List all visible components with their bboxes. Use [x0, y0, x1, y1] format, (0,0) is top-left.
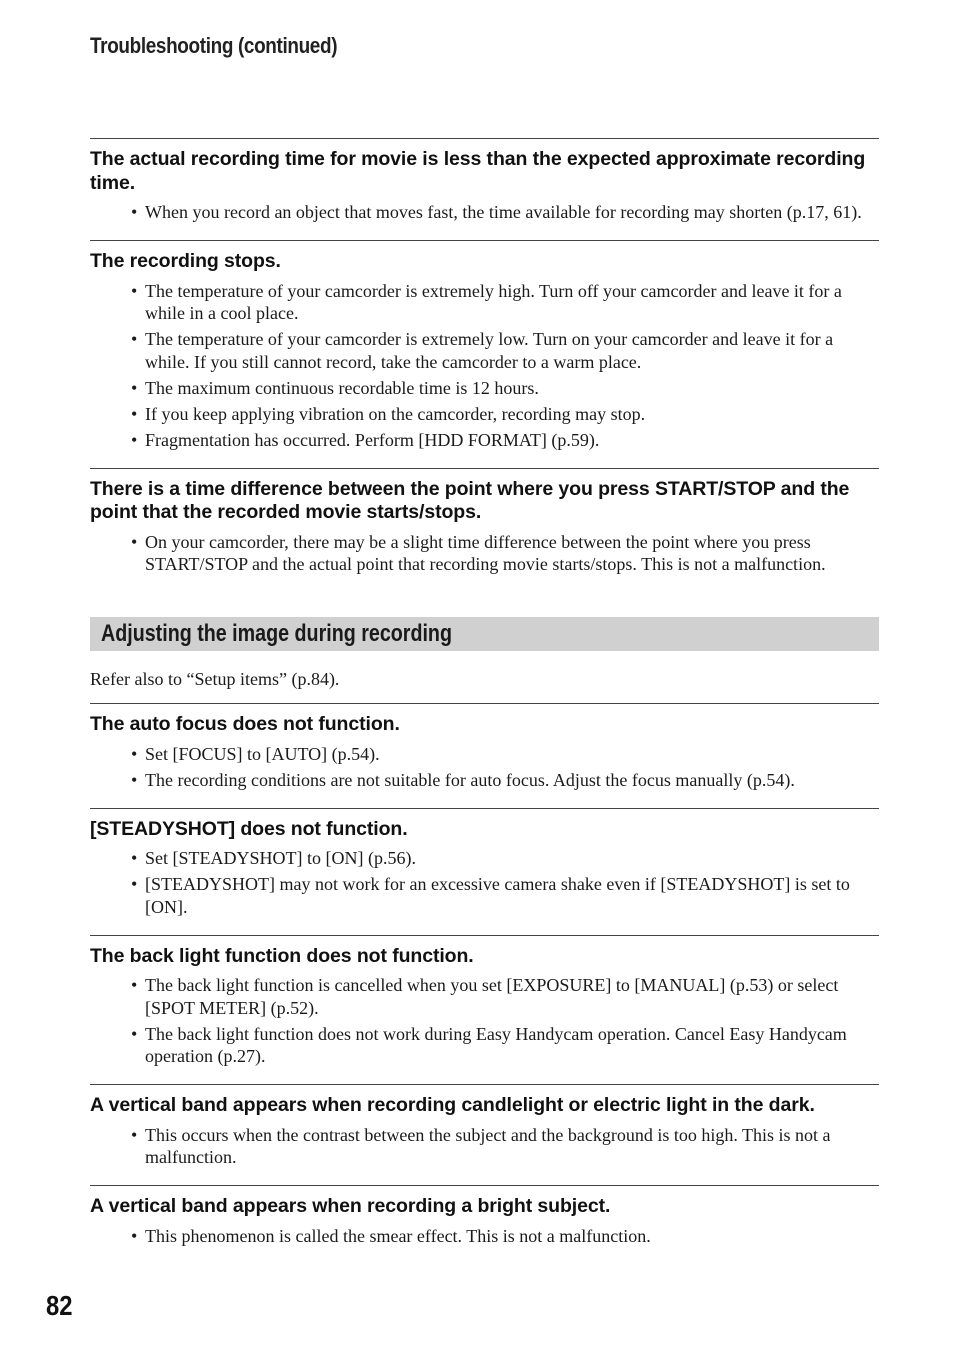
- section-intro: Refer also to “Setup items” (p.84).: [90, 669, 340, 689]
- troubleshooting-entry: [90, 1084, 879, 1185]
- solution-item: • Set [STEADYSHOT] to [ON] (p.56).: [145, 847, 879, 870]
- symptom-heading: A vertical band appears when recording candlelight or electric light in the dark.: [90, 1094, 815, 1116]
- solution-list: [90, 743, 879, 792]
- troubleshooting-entry: [90, 1185, 879, 1264]
- symptom-heading: The auto focus does not function.: [90, 713, 400, 735]
- symptom-heading: The recording stops.: [90, 250, 281, 272]
- solution-item: • When you record an object that moves fast, the time available for recording may shorten (p.17, 61).: [145, 201, 879, 224]
- symptom-heading: A vertical band appears when recording a bright subject.: [90, 1195, 611, 1217]
- troubleshooting-entry: [90, 240, 879, 468]
- symptom-heading: There is a time difference between the point where you press START/STOP and the point that the recorded movie starts/stops.: [90, 477, 850, 523]
- running-header: Troubleshooting (continued): [90, 33, 338, 58]
- solution-item: • This occurs when the contrast between the subject and the background is too high. This is not a malfunction.: [145, 1124, 879, 1169]
- solution-list: [90, 1225, 879, 1248]
- troubleshooting-entry: [90, 808, 879, 935]
- symptom-heading: [STEADYSHOT] does not function.: [90, 817, 408, 840]
- solution-item: • The recording conditions are not suitable for auto focus. Adjust the focus manually (p.54).: [145, 769, 879, 792]
- solution-item: • The back light function does not work during Easy Handycam operation. Cancel Easy Handycam operation (p.27).: [145, 1023, 879, 1068]
- solution-list: [90, 974, 879, 1068]
- page-number: 82: [46, 1290, 73, 1321]
- section-heading-bar: [90, 617, 879, 651]
- solution-list: [90, 201, 879, 224]
- troubleshooting-entry: [90, 935, 879, 1085]
- troubleshooting-entry: [90, 703, 879, 808]
- troubleshooting-image-list: [90, 703, 879, 1264]
- solution-item: • Fragmentation has occurred. Perform [HDD FORMAT] (p.59).: [145, 429, 879, 452]
- troubleshooting-recording-list: [90, 138, 879, 592]
- solution-item: • The back light function is cancelled when you set [EXPOSURE] to [MANUAL] (p.53) or select [SPOT METER] (p.52).: [145, 974, 879, 1019]
- solution-item: • The maximum continuous recordable time is 12 hours.: [145, 377, 879, 400]
- solution-item: • The temperature of your camcorder is extremely low. Turn on your camcorder and leave it for a while. If you still cannot record, take the camcorder to a warm place.: [145, 328, 879, 373]
- solution-item: • On your camcorder, there may be a slight time difference between the point where you press START/STOP and the actual point that recording movie starts/stops. This is not a malfunction.: [145, 531, 879, 576]
- section-title: Adjusting the image during recording: [101, 620, 452, 647]
- solution-list: [90, 531, 879, 576]
- solution-item: • This phenomenon is called the smear effect. This is not a malfunction.: [145, 1225, 879, 1248]
- symptom-heading: The actual recording time for movie is less than the expected approximate recording time.: [90, 148, 866, 194]
- troubleshooting-entry: [90, 138, 879, 240]
- symptom-heading: The back light function does not function.: [90, 944, 474, 967]
- page-content: [90, 138, 879, 1264]
- solution-item: • If you keep applying vibration on the camcorder, recording may stop.: [145, 403, 879, 426]
- solution-list: [90, 280, 879, 452]
- solution-item: • The temperature of your camcorder is extremely high. Turn off your camcorder and leave it for a while in a cool place.: [145, 280, 879, 325]
- troubleshooting-entry: [90, 468, 879, 593]
- solution-item: • Set [FOCUS] to [AUTO] (p.54).: [145, 743, 879, 766]
- solution-list: [90, 1124, 879, 1169]
- solution-item: • [STEADYSHOT] may not work for an excessive camera shake even if [STEADYSHOT] is set to [ON].: [145, 873, 879, 918]
- solution-list: [90, 847, 879, 918]
